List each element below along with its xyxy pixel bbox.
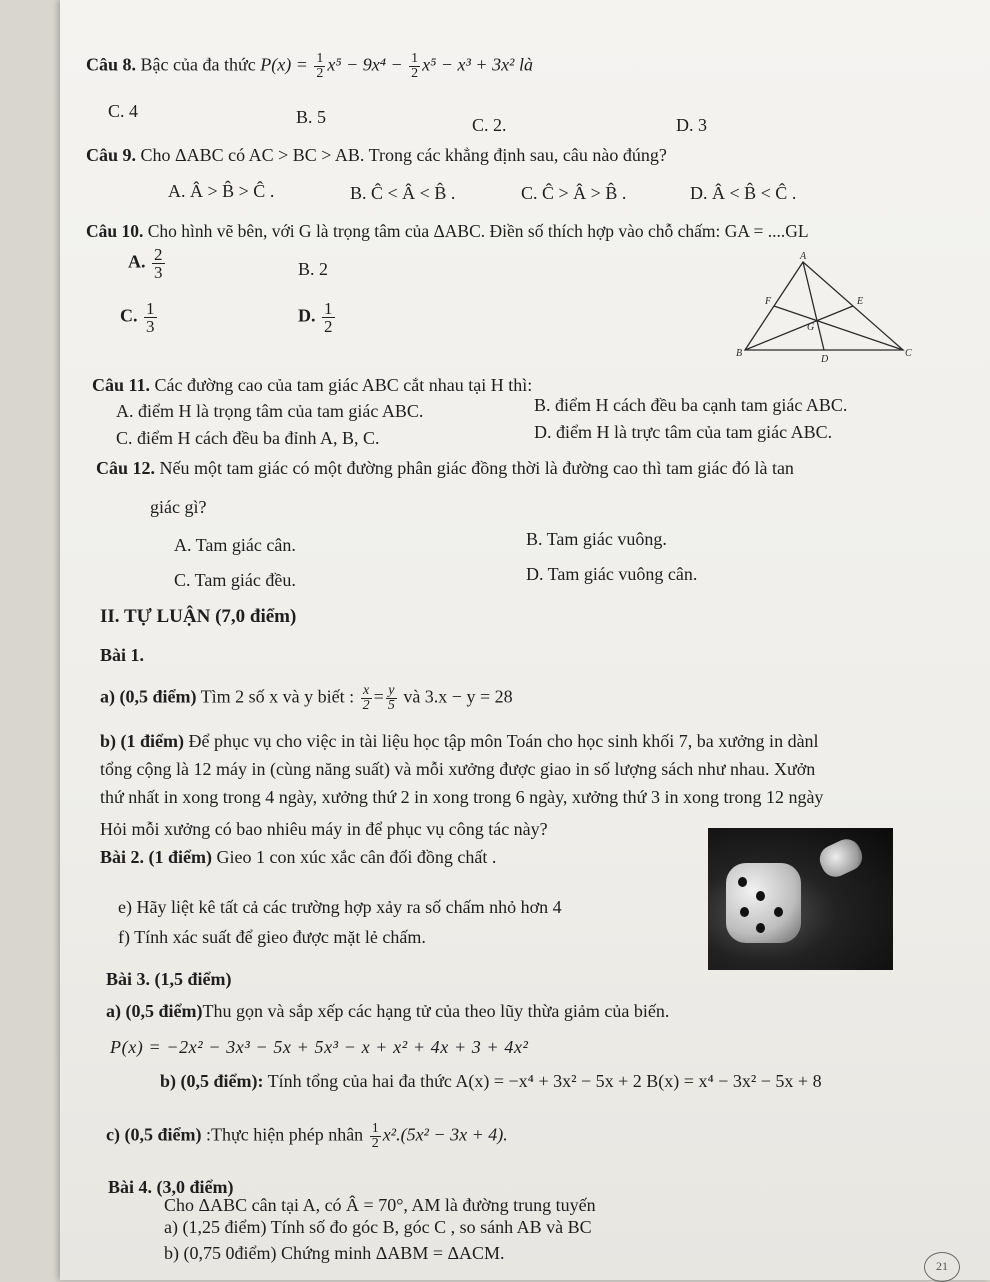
q9-text: Cho ΔABC có AC > BC > AB. Trong các khẳng định sau, câu nào đúng?: [140, 145, 667, 165]
q12-stem-line1: [96, 457, 794, 479]
q11-text: Các đường cao của tam giác ABC cắt nhau tại H thì:: [154, 375, 533, 395]
q9-option-b: B. Ĉ < Â < B̂ .: [350, 183, 456, 203]
bai1-part-b-line3: thứ nhất in xong trong 4 ngày, xưởng thứ 2 in xong trong 6 ngày, xưởng thứ 3 in xong trong 12 ngày: [100, 787, 824, 807]
fig-label-c: C: [905, 348, 912, 359]
q9-stem: [86, 144, 667, 166]
q11-option-c: C. điểm H cách đều ba đỉnh A, B, C.: [116, 428, 380, 448]
q12-option-b: B. Tam giác vuông.: [526, 529, 667, 549]
q8-option-c: C. 2.: [472, 115, 507, 135]
bai4-title: Bài 4. (3,0 điểm): [108, 1177, 234, 1197]
bai3-poly-p: P(x) = −2x² − 3x³ − 5x + 5x³ − x + x² + 4x + 3 + 4x²: [110, 1037, 529, 1057]
q10-text: Cho hình vẽ bên, với G là trọng tâm của ΔABC. Điền số thích hợp vào chỗ chấm: GA = ....GL: [147, 221, 809, 241]
fig-label-a: A: [800, 251, 807, 262]
q12-label: Câu 12.: [96, 458, 156, 478]
page-number-mark: 21: [924, 1252, 960, 1282]
q10-label: Câu 10.: [86, 221, 144, 241]
bai2-stem: Bài 2. (1 điểm) Gieo 1 con xúc xắc cân đối đồng chất .: [100, 847, 497, 867]
q10-option-d: D. $\frac{1}{2}$: [298, 299, 333, 336]
die-back: [815, 835, 867, 882]
q10-option-b: B. 2: [298, 259, 329, 279]
q8-option-d: D. 3: [676, 115, 707, 135]
bai1-part-a: a) (0,5 điểm) Tìm 2 số x và y biết : $\frac{x}{2}$ = $\frac{y}{5}$ và 3.x − y = 28: [100, 683, 513, 713]
q11-option-a: A. điểm H là trọng tâm của tam giác ABC.: [116, 401, 424, 421]
q12-text1: Nếu một tam giác có một đường phân giác đồng thời là đường cao thì tam giác đó là tan: [159, 458, 794, 478]
bai2-part-f: f) Tính xác suất để gieo được mặt lẻ chấm.: [118, 927, 426, 947]
q8-poly-term1: x⁵ − 9x⁴ −: [327, 54, 403, 75]
dice-photo: [708, 828, 893, 970]
median-ad: [803, 262, 824, 350]
q11-label: Câu 11.: [92, 375, 151, 395]
q8-frac-2: $\frac{1}{2}$: [411, 51, 419, 81]
die-front: [726, 863, 801, 943]
q11-option-d: D. điểm H là trực tâm của tam giác ABC.: [534, 422, 833, 442]
q9-label: Câu 9.: [86, 145, 137, 165]
q9-option-a: A. Â > B̂ > Ĉ .: [168, 181, 275, 201]
bai1-part-b-line2: tổng cộng là 12 máy in (cùng năng suất) và mỗi xưởng được giao in số lượng sách như nhau. Xưởn: [100, 759, 816, 779]
bai3-part-c: c) (0,5 điểm) :Thực hiện phép nhân $\frac{1}{2}$ x².(5x² − 3x + 4).: [106, 1121, 508, 1151]
bai3-title: Bài 3. (1,5 điểm): [106, 969, 232, 989]
fig-label-b: B: [736, 348, 743, 359]
bai4-part-a: a) (1,25 điểm) Tính số đo góc B, góc C , so sánh AB và BC: [164, 1217, 592, 1237]
fig-label-f: F: [765, 296, 772, 307]
q8-text: Bậc của đa thức: [140, 54, 256, 75]
q8-stem: [86, 52, 533, 81]
q8-poly-term2: x⁵ − x³ + 3x² là: [422, 54, 533, 75]
q11-stem: [92, 374, 532, 396]
fig-label-e: E: [857, 296, 864, 307]
q10-option-c: C. $\frac{1}{3}$: [120, 299, 155, 336]
q10-stem: [86, 220, 809, 242]
bai3-part-a: a) (0,5 điểm)Thu gọn và sắp xếp các hạng tử của theo lũy thừa giảm của biến.: [106, 1001, 670, 1021]
q12-text2: giác gì?: [150, 497, 207, 517]
bai1-part-b-line1: b) (1 điểm) Để phục vụ cho việc in tài liệu học tập môn Toán cho học sinh khối 7, ba xưởng in dànl: [100, 731, 819, 751]
q8-option-a: C. 4: [108, 101, 139, 121]
bai3-part-b: b) (0,5 điểm): Tính tổng của hai đa thức A(x) = −x⁴ + 3x² − 5x + 2 B(x) = x⁴ − 3x² − 5x + 8: [160, 1071, 822, 1091]
q10-option-a: A. $\frac{2}{3}$: [128, 245, 163, 282]
q8-option-b: B. 5: [296, 107, 327, 127]
q12-option-d: D. Tam giác vuông cân.: [526, 564, 698, 584]
q8-label: Câu 8.: [86, 54, 137, 75]
bai4-part-b: b) (0,75 0điểm) Chứng minh ΔABM = ΔACM.: [164, 1243, 505, 1263]
q11-option-b: B. điểm H cách đều ba cạnh tam giác ABC.: [534, 395, 848, 415]
q9-option-d: D. Â < B̂ < Ĉ .: [690, 183, 797, 203]
q12-option-a: A. Tam giác cân.: [174, 535, 296, 555]
bai1-title: Bài 1.: [100, 645, 145, 665]
bai4-stem: Cho ΔABC cân tại A, có Â = 70°, AM là đường trung tuyến: [164, 1195, 596, 1215]
triangle-centroid-figure: [735, 250, 915, 365]
q9-option-c: C. Ĉ > Â > B̂ .: [521, 183, 627, 203]
fig-label-g: G: [807, 322, 815, 333]
part2-heading: II. TỰ LUẬN (7,0 điểm): [100, 606, 297, 627]
bai1-part-b-line4: Hỏi mỗi xưởng có bao nhiêu máy in để phục vụ công tác này?: [100, 819, 548, 839]
q8-frac-1: $\frac{1}{2}$: [316, 51, 324, 81]
q12-option-c: C. Tam giác đều.: [174, 570, 296, 590]
bai2-part-e: e) Hãy liệt kê tất cả các trường hợp xảy ra số chấm nhỏ hơn 4: [118, 897, 562, 917]
q8-poly-p: P(x) =: [260, 54, 308, 75]
fig-label-d: D: [821, 354, 829, 365]
